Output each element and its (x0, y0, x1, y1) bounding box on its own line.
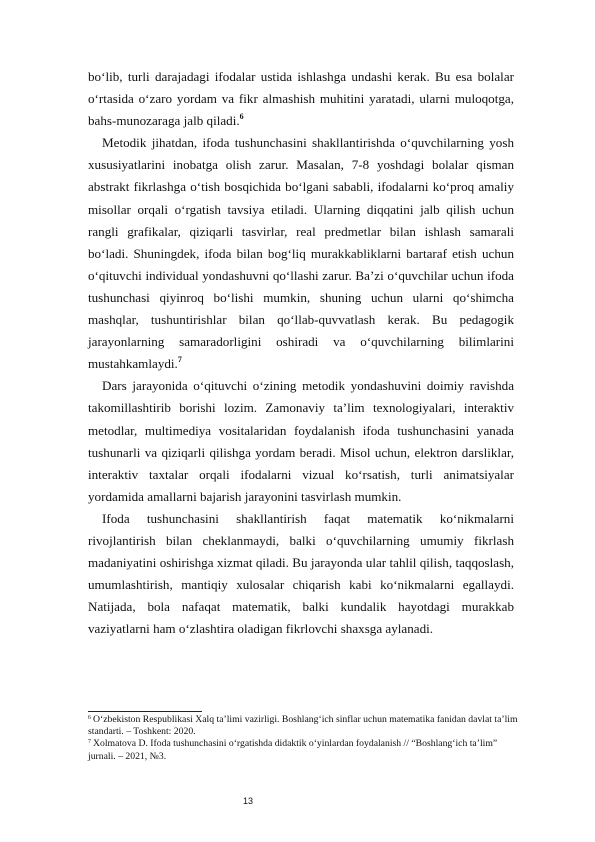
paragraph-4 (88, 508, 514, 641)
paragraph-3 (88, 375, 514, 508)
paragraph-3-text: Dars jarayonida o‘qituvchi o‘zining metodik yondashuvini doimiy ravishda takomillashtirib borishi lozim. Zamonaviy ta’lim texnologiyalari, interaktiv metodlar, multimediya vositalaridan foydalanish ifoda tushunchasini yanada tushunarli va qiziqarli qilishga yordam beradi. Misol uchun, elektron darsliklar, interaktiv taxtalar orqali ifodalarni vizual ko‘rsatish, turli animatsiyalar yordamida amallarni bajarish jarayonini tasvirlash mumkin. (88, 378, 514, 504)
paragraph-4-text: Ifoda tushunchasini shakllantirish faqat matematik ko‘nikmalarni rivojlantirish bilan cheklanmaydi, balki o‘quvchilarning umumiy fikrlash madaniyatini oshirishga xizmat qiladi. Bu jarayonda ular tahlil qilish, taqqoslash, umumlashtirish, mantiqiy xulosalar chiqarish kabi ko‘nikmalarni egallaydi. Natijada, bola nafaqat matematik, balki kundalik hayotdagi murakkab vaziyatlarni ham o‘zlashtira oladigan fikrlovchi shaxsga aylanadi. (88, 510, 514, 637)
footnote-7-text: Xolmatova D. Ifoda tushunchasini o‘rgatishda didaktik o‘yinlardan foydalanish // “Boshlang‘ich ta’lim” jurnali. – 2021, №3. (88, 738, 498, 762)
paragraph-1-text: bo‘lib, turli darajadagi ifodalar ustida ishlashga undashi kerak. Bu esa bolalar o‘rtasida o‘zaro yordam va fikr almashish muhitini yaratadi, ularni muloqotga, bahs-munozaraga jalb qiladi. (88, 69, 514, 129)
footnotes (88, 714, 518, 763)
body-text (88, 66, 514, 640)
footnote-ref-6[interactable]: 6 (239, 112, 244, 122)
paragraph-2 (88, 132, 514, 375)
footnote-separator (88, 711, 202, 712)
footnote-7-mark: 7 (88, 739, 91, 746)
footnote-7 (88, 738, 518, 762)
page-number: 13 (243, 796, 254, 806)
footnote-6-text: O‘zbekiston Respublikasi Xalq ta’limi vazirligi. Boshlang‘ich sinflar uchun matematika fanidan davlat ta’lim standarti. – Toshkent: 2020. (88, 714, 518, 738)
footnote-6 (88, 714, 518, 738)
footnote-6-mark: 6 (88, 715, 91, 721)
paragraph-1 (88, 66, 514, 132)
paragraph-2-text: Metodik jihatdan, ifoda tushunchasini shakllantirishda o‘quvchilarning yosh xususiyatlarini inobatga olish zarur. Masalan, 7-8 yoshdagi bolalar qisman abstrakt fikrlashga o‘tish bosqichida bo‘lgani sababli, ifodalarni ko‘proq amaliy misollar orqali o‘rgatish tavsiya etiladi. Ularning diqqatini jalb qilish uchun rangli grafikalar, qiziqarli tasvirlar, real predmetlar bilan ishlash samarali bo‘ladi. Shuningdek, ifoda bilan bog‘liq murakkabliklarni bartaraf etish uchun o‘qituvchi individual yondashuvni qo‘llashi zarur. Ba’zi o‘quvchilar uchun ifoda tushunchasi qiyinroq bo‘lishi mumkin, shuning uchun ularni qo‘shimcha mashqlar, tushuntirishlar bilan qo‘llab-quvvatlash kerak. Bu pedagogik jarayonlarning samaradorligini oshiradi va o‘quvchilarning bilimlarini mustahkamlaydi. (88, 135, 514, 372)
footnote-ref-7[interactable]: 7 (177, 355, 182, 365)
